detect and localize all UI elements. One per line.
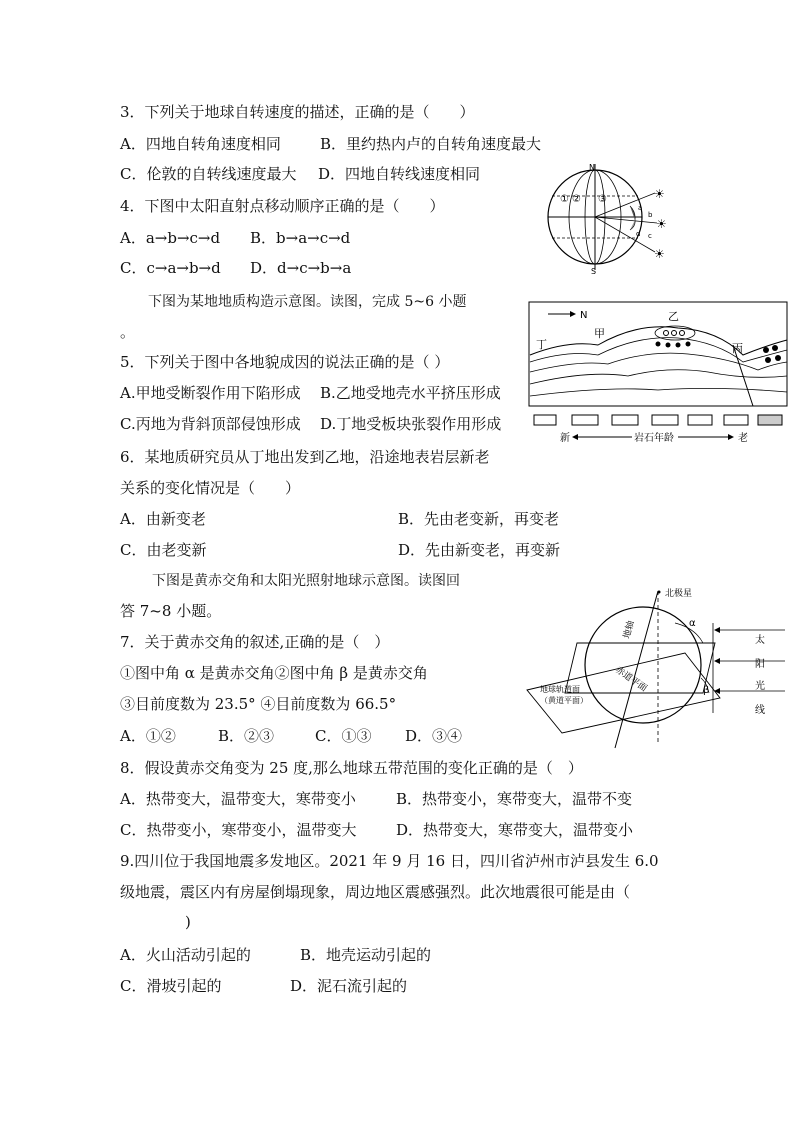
q3-stem: 3．下列关于地球自转速度的描述，正确的是（ ） bbox=[120, 103, 475, 121]
q8-option-b: B．热带变小，寒带变大，温带不变 bbox=[396, 790, 633, 808]
equator-plane-label: 赤道平面 bbox=[613, 665, 649, 695]
q3-option-a: A．四地自转角速度相同 bbox=[120, 135, 281, 153]
label-b: b bbox=[648, 211, 653, 219]
label-c: c bbox=[648, 232, 652, 240]
q7-option-c: C．①③ bbox=[315, 727, 372, 745]
north-label: N bbox=[589, 163, 595, 172]
q9-option-a: A．火山活动引起的 bbox=[120, 946, 251, 964]
q9-stem: 9.四川位于我国地震多发地区。2021 年 9 月 16 日，四川省泸州市泸县发生 6.0 bbox=[120, 852, 659, 870]
q6-stem: 6．某地质研究员从丁地出发到乙地，沿途地表岩层新老 bbox=[120, 448, 490, 466]
q6-option-c: C．由老变新 bbox=[120, 541, 207, 559]
q8-stem: 8．假设黄赤交角变为 25 度,那么地球五带范围的变化正确的是（ ） bbox=[120, 759, 583, 777]
point-2-label: ② bbox=[572, 194, 581, 205]
sunlight-label-1: 太 bbox=[755, 635, 765, 646]
q9-stem-end: ) bbox=[185, 913, 191, 931]
location-jia-label: 甲 bbox=[594, 327, 605, 340]
ecliptic-plane-label: （黄道平面） bbox=[540, 696, 588, 705]
point-3-label: ③ bbox=[598, 194, 607, 205]
geologic-structure-figure bbox=[528, 300, 790, 445]
label-a: a bbox=[638, 204, 643, 212]
q9-option-c: C．滑坡引起的 bbox=[120, 977, 222, 995]
q4-stem: 4．下图中太阳直射点移动顺序正确的是（ ） bbox=[120, 197, 445, 215]
intro-7-8: 下图是黄赤交角和太阳光照射地球示意图。读图回 bbox=[152, 573, 460, 589]
location-yi-label: 乙 bbox=[668, 310, 679, 323]
q3-option-b: B．里约热内卢的自转角速度最大 bbox=[320, 135, 542, 153]
point-1-label: ① bbox=[560, 194, 569, 205]
globe-rotation-figure bbox=[530, 160, 680, 275]
legend-old-label: 老 bbox=[738, 433, 748, 444]
q9-option-d: D．泥石流引起的 bbox=[290, 977, 408, 995]
q8-option-d: D．热带变大，寒带变大，温带变小 bbox=[396, 821, 634, 839]
q5-stem: 5．下列关于图中各地貌成因的说法正确的是（ ） bbox=[120, 353, 450, 371]
earth-axis-label: 地轴 bbox=[622, 619, 637, 640]
direction-north-label: N bbox=[580, 310, 588, 321]
sunlight-label-4: 线 bbox=[755, 705, 765, 716]
sunlight-label-3: 光 bbox=[755, 681, 765, 692]
q5-option-a: A.甲地受断裂作用下陷形成 bbox=[120, 384, 301, 402]
q7-stem: 7．关于黄赤交角的叙述,正确的是（ ） bbox=[120, 633, 390, 651]
q7-option-a: A．①② bbox=[120, 727, 176, 745]
legend-rock-age-label: 岩石年龄 bbox=[634, 433, 674, 444]
legend-new-label: 新 bbox=[560, 433, 570, 444]
intro-5-6: 下图为某地地质构造示意图。读图，完成 5~6 小题 bbox=[148, 294, 467, 310]
q4-option-d: D．d→c→b→a bbox=[250, 259, 352, 277]
q5-option-b: B.乙地受地壳水平挤压形成 bbox=[320, 384, 501, 402]
label-d: d bbox=[636, 230, 641, 238]
q8-option-c: C．热带变小，寒带变小，温带变大 bbox=[120, 821, 357, 839]
intro-5-6-continued: 。 bbox=[120, 323, 136, 341]
alpha-label: α bbox=[689, 618, 696, 629]
q4-option-a: A．a→b→c→d bbox=[120, 229, 221, 247]
q5-option-d: D.丁地受板块张裂作用形成 bbox=[320, 415, 502, 433]
q4-option-c: C．c→a→b→d bbox=[120, 259, 221, 277]
sun-icon: ☀ bbox=[654, 187, 665, 201]
q6-option-d: D．先由新变老，再变新 bbox=[398, 541, 561, 559]
q9-stem-continued: 级地震，震区内有房屋倒塌现象，周边地区震感强烈。此次地震很可能是由（ bbox=[120, 883, 631, 901]
q7-option-d: D．③④ bbox=[405, 727, 463, 745]
q6-option-b: B．先由老变新，再变老 bbox=[398, 510, 560, 528]
q6-stem-continued: 关系的变化情况是（ ） bbox=[120, 479, 301, 497]
q7-statements-1: ①图中角 α 是黄赤交角②图中角 β 是黄赤交角 bbox=[120, 664, 428, 682]
q3-option-c: C．伦敦的自转线速度最大 bbox=[120, 165, 297, 183]
q4-option-b: B．b→a→c→d bbox=[250, 229, 351, 247]
beta-label: β bbox=[703, 685, 710, 696]
q8-option-a: A．热带变大，温带变大，寒带变小 bbox=[120, 790, 356, 808]
q7-option-b: B．②③ bbox=[218, 727, 275, 745]
polaris-label: 北极星 bbox=[665, 589, 693, 599]
sunlight-label-2: 阳 bbox=[755, 659, 765, 670]
south-label: S bbox=[591, 267, 597, 275]
ecliptic-obliquity-figure bbox=[525, 583, 790, 758]
intro-7-8-continued: 答 7~8 小题。 bbox=[120, 602, 222, 620]
q3-option-d: D．四地自转线速度相同 bbox=[318, 165, 481, 183]
orbit-plane-label: 地球轨道面 bbox=[540, 685, 580, 694]
sun-icon: ☀ bbox=[654, 247, 665, 261]
q9-option-b: B．地壳运动引起的 bbox=[300, 946, 432, 964]
location-bing-label: 丙 bbox=[732, 342, 743, 355]
q7-statements-2: ③目前度数为 23.5° ④目前度数为 66.5° bbox=[120, 695, 397, 713]
location-ding-label: 丁 bbox=[536, 338, 547, 351]
q6-option-a: A．由新变老 bbox=[120, 510, 206, 528]
sun-icon: ☀ bbox=[656, 217, 667, 231]
q5-option-c: C.丙地为背斜顶部侵蚀形成 bbox=[120, 415, 301, 433]
